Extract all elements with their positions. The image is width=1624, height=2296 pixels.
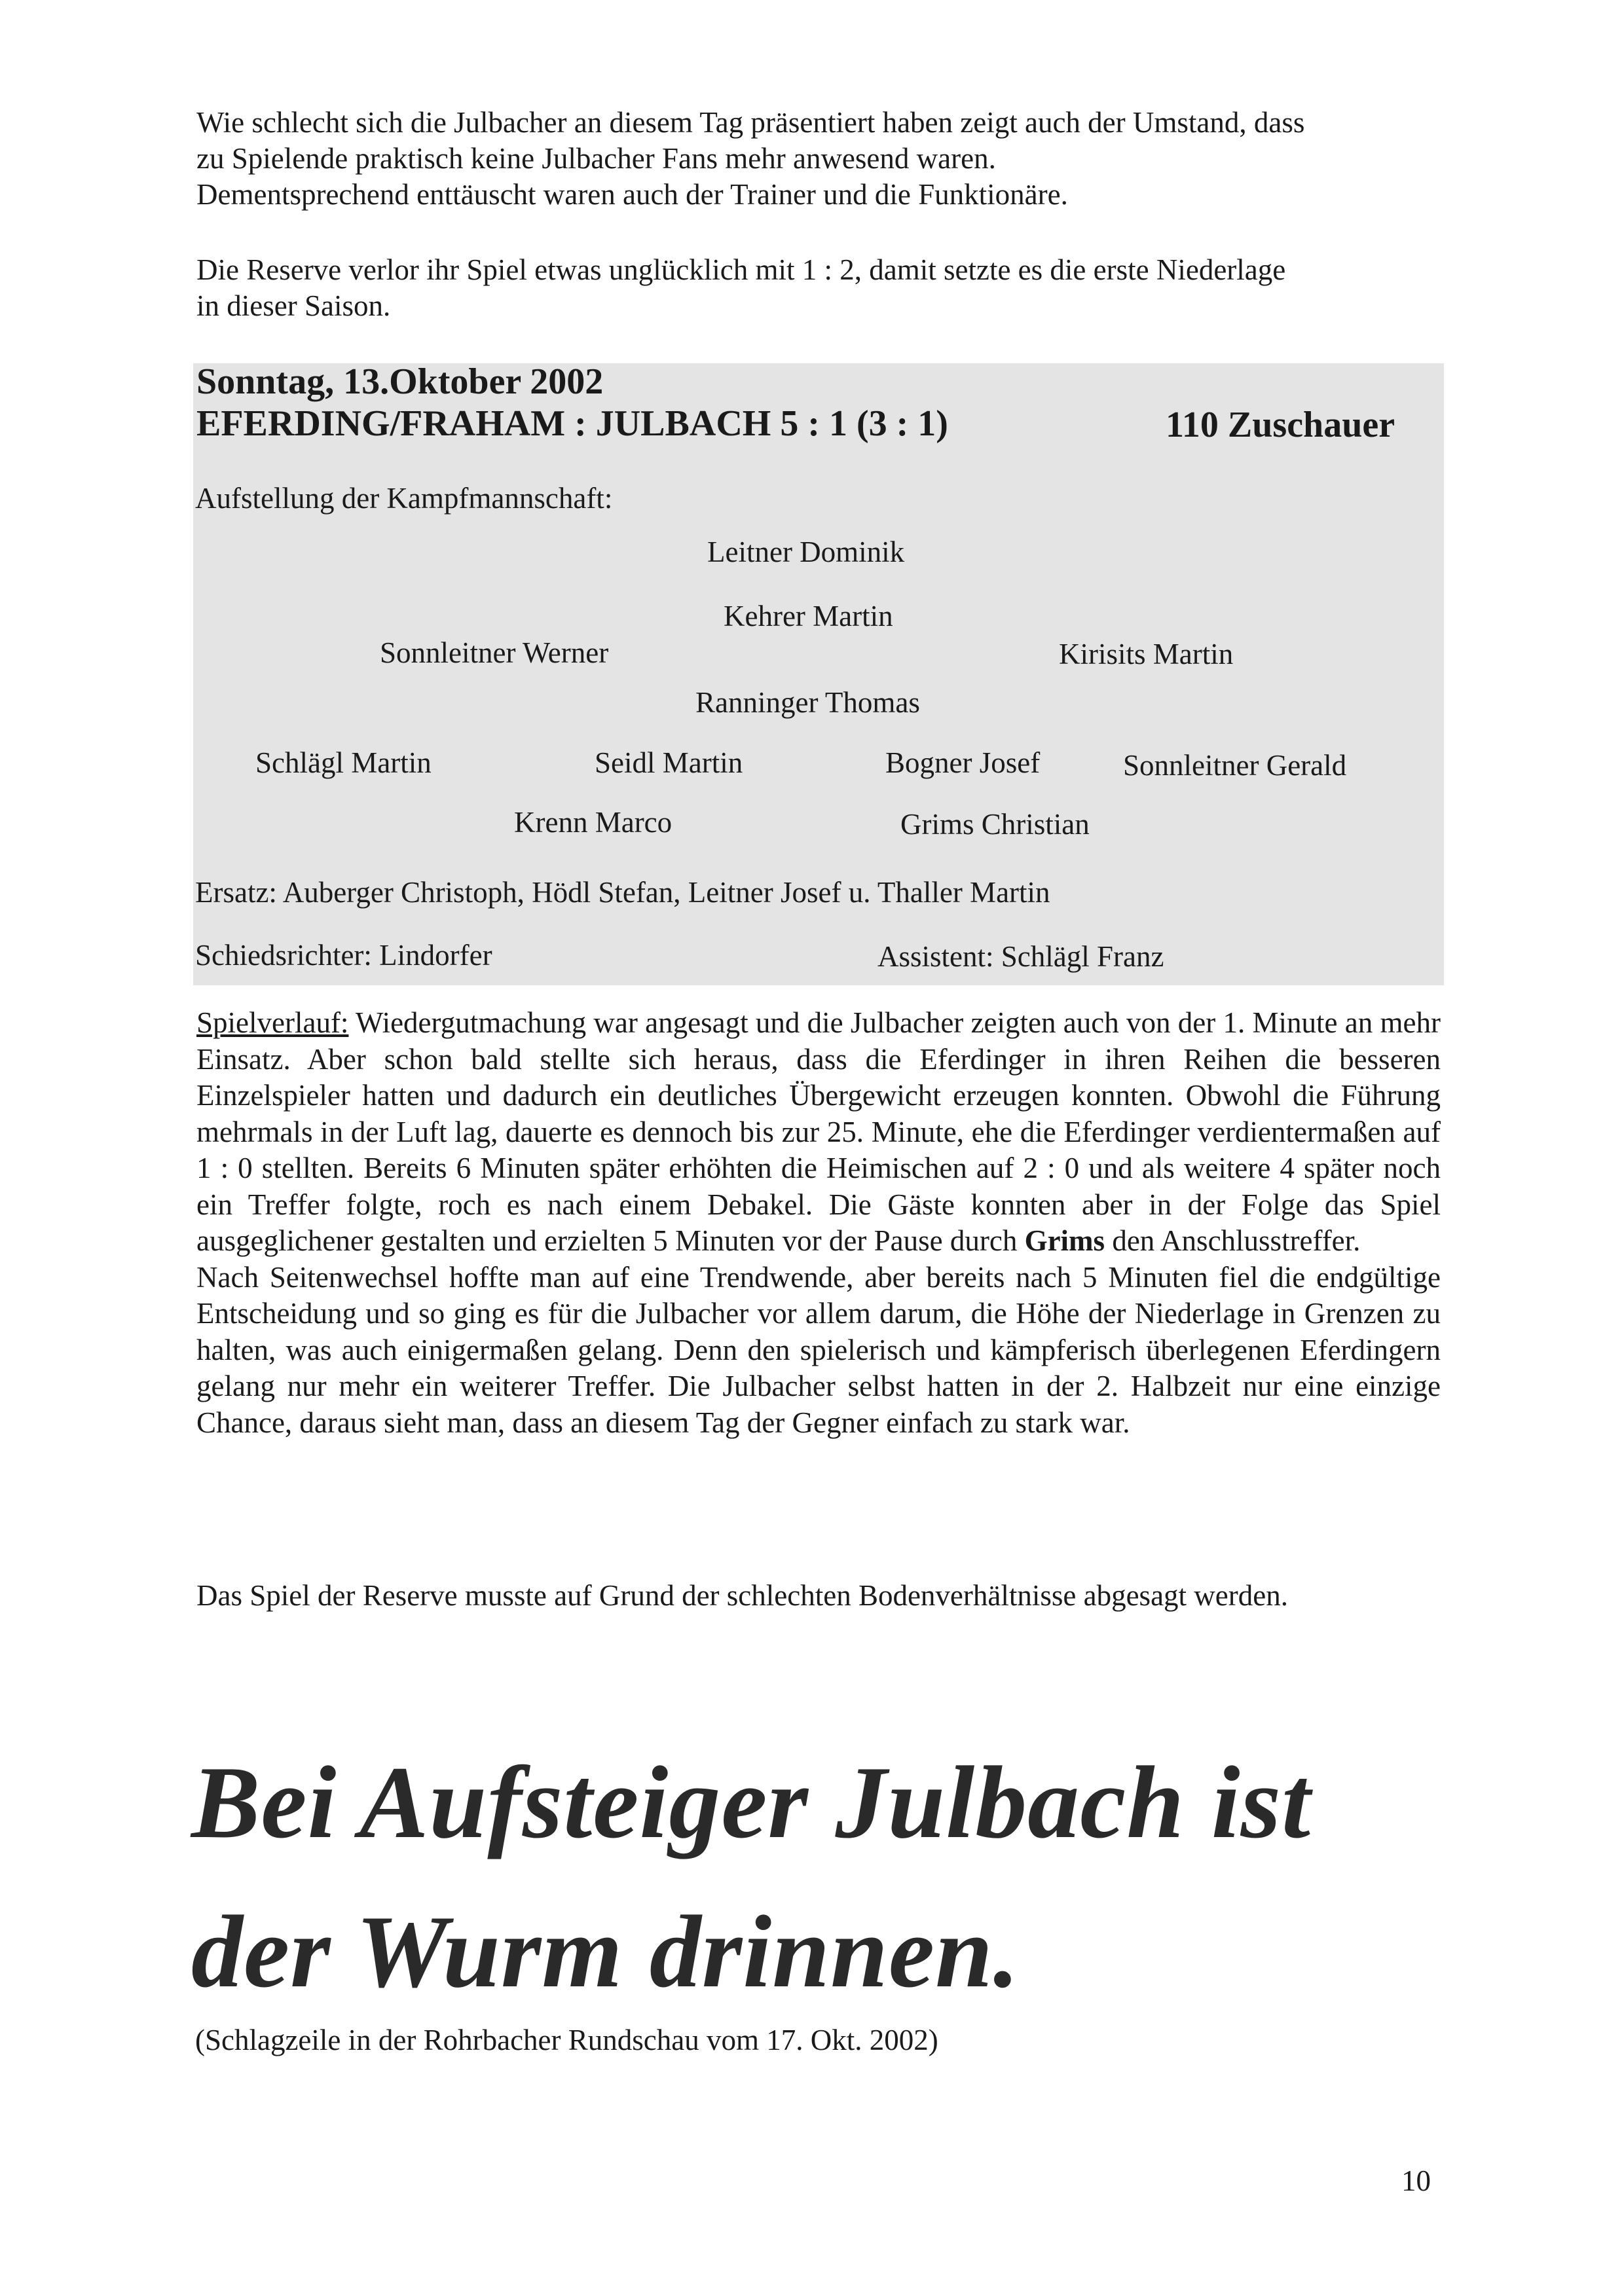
headline-line: Bei Aufsteiger Julbach ist <box>191 1745 1311 1860</box>
report-text: den Anschlusstreffer. <box>1105 1224 1361 1257</box>
report-label: Spielverlauf: <box>196 1006 349 1039</box>
report-paragraph <box>196 1005 1441 1260</box>
player-midfield: Seidl Martin <box>595 746 743 779</box>
text-line: Wie schlecht sich die Julbacher an diesem Tag präsentiert haben zeigt auch der Umstand, dass <box>196 106 1305 139</box>
page-number: 10 <box>1401 2164 1431 2197</box>
text-line: Dementsprechend enttäuscht waren auch der Trainer und die Funktionäre. <box>196 178 1068 211</box>
player-forward: Grims Christian <box>900 808 1090 841</box>
match-date: Sonntag, 13.Oktober 2002 <box>196 361 604 402</box>
lineup-label: Aufstellung der Kampfmannschaft: <box>195 482 613 515</box>
intro-paragraph-fans <box>196 105 1441 213</box>
player-sweeper: Kehrer Martin <box>724 600 893 632</box>
player-defender-center: Ranninger Thomas <box>695 686 920 719</box>
spectator-count: 110 Zuschauer <box>1166 405 1395 445</box>
newspaper-headline <box>191 1728 1468 2027</box>
player-midfield: Schlägl Martin <box>255 746 432 779</box>
player-midfield: Bogner Josef <box>885 746 1041 779</box>
assistant-referee: Assistent: Schlägl Franz <box>877 940 1164 973</box>
player-goalkeeper: Leitner Dominik <box>707 536 905 568</box>
player-midfield: Sonnleitner Gerald <box>1123 749 1347 782</box>
match-info-box <box>193 363 1444 985</box>
match-fixture: EFERDING/FRAHAM : JULBACH 5 : 1 (3 : 1) <box>196 403 948 444</box>
referee: Schiedsrichter: Lindorfer <box>195 939 492 972</box>
match-report <box>196 1005 1441 1441</box>
player-defender-right: Kirisits Martin <box>1059 638 1234 670</box>
intro-paragraph-reserve <box>196 252 1441 324</box>
headline-caption: (Schlagzeile in der Rohrbacher Rundschau vom 17. Okt. 2002) <box>195 2024 938 2056</box>
report-paragraph: Nach Seitenwechsel hoffte man auf eine Trendwende, aber bereits nach 5 Minuten fiel die endgültige Entscheidung und so ging es für die Julbacher vor allem darum, die Höhe der Niederlage in Grenzen zu halten, was auch einigermaßen gelang. Denn den spielerisch und kämpferisch überlegenen Eferdingern gelang nur mehr ein weiterer Treffer. Die Julbacher selbst hatten in der 2. Halbzeit nur eine einzige Chance, daraus sieht man, dass an diesem Tag der Gegner einfach zu stark war. <box>196 1260 1441 1439</box>
reserve-note: Das Spiel der Reserve musste auf Grund der schlechten Bodenverhältnisse abgesagt werden. <box>196 1579 1288 1612</box>
player-forward: Krenn Marco <box>514 806 673 839</box>
report-text: Wiedergutmachung war angesagt und die Julbacher zeigten auch von der 1. Minute an mehr Einsatz. Aber schon bald stellte sich heraus, dass die Eferdinger in ihren Reihen die besseren Einzelspieler hatten und dadurch ein deutliches Übergewicht erzeugen konnten. Obwohl die Führung mehrmals in der Luft lag, dauerte es dennoch bis zur 25. Minute, ehe die Eferdinger verdientermaßen auf 1 : 0 stellten. Bereits 6 Minuten später erhöhten die Heimischen auf 2 : 0 und als weitere 4 später noch ein Treffer folgte, roch es nach einem Debakel. Die Gäste konnten aber in der Folge das Spiel ausgeglichener gestalten und erzielten 5 Minuten vor der Pause durch <box>196 1006 1441 1257</box>
substitutes-line: Ersatz: Auberger Christoph, Hödl Stefan, Leitner Josef u. Thaller Martin <box>195 876 1050 909</box>
text-line: zu Spielende praktisch keine Julbacher Fans mehr anwesend waren. <box>196 142 996 175</box>
text-line: Die Reserve verlor ihr Spiel etwas unglücklich mit 1 : 2, damit setzte es die erste Niederlage <box>196 253 1286 286</box>
text-line: in dieser Saison. <box>196 289 391 322</box>
headline-line: der Wurm drinnen. <box>191 1895 1020 2009</box>
player-defender-left: Sonnleitner Werner <box>380 636 609 669</box>
scorer-name: Grims <box>1024 1224 1105 1257</box>
